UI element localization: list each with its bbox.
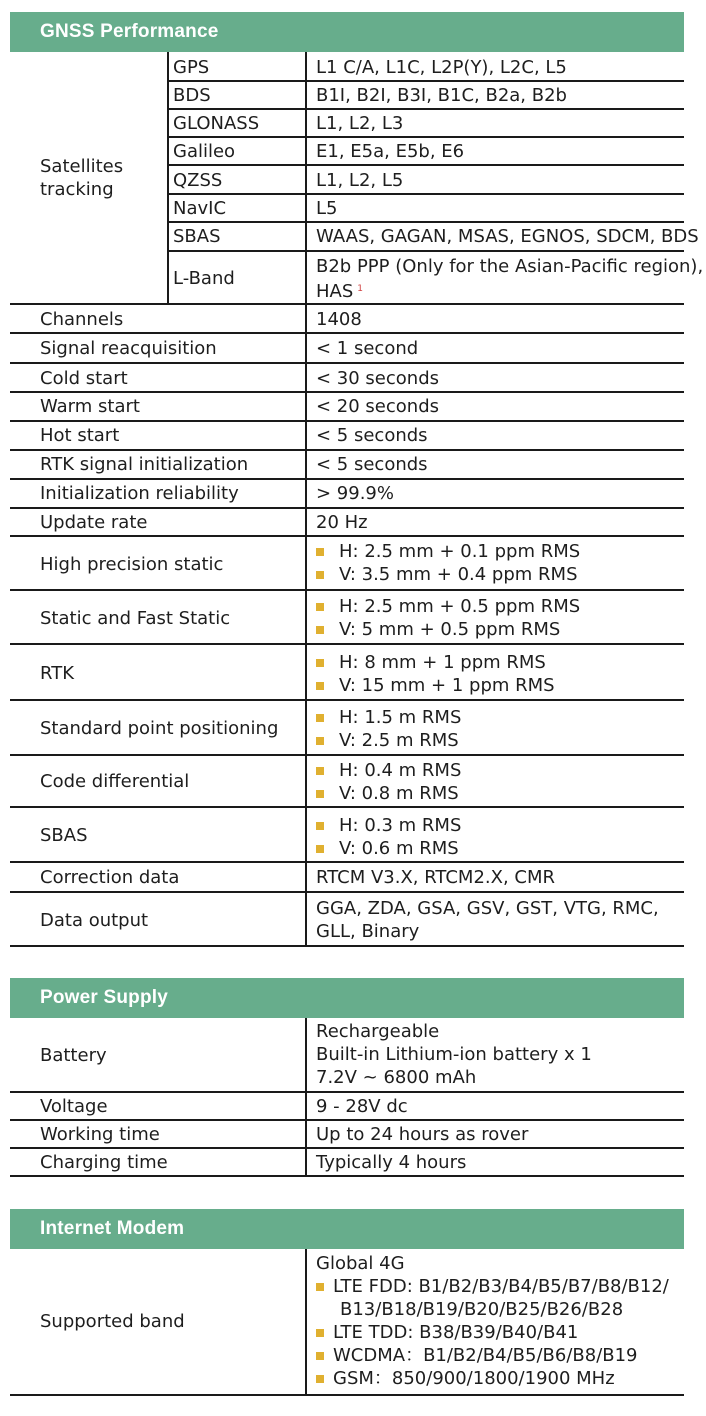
row-divider [10,362,684,364]
accuracy-label: Code differential [40,770,190,792]
constellation-gps-value: L1 C/A, L1C, L2P(Y), L2C, L5 [316,57,567,78]
bullet-icon [316,1352,324,1360]
accuracy-v-text: V: 5 mm + 0.5 ppm RMS [339,619,561,640]
accuracy-value [316,814,461,862]
accuracy-label: SBAS [40,824,88,846]
row-divider [10,891,684,893]
bullet-icon [316,845,324,853]
supported-band-value [316,1252,669,1392]
accuracy-h-text: H: 2.5 mm + 0.5 ppm RMS [339,596,581,617]
constellation-qzss: QZSS [173,170,223,191]
row-divider [10,589,684,591]
accuracy-value [316,759,461,807]
constellation-navic: NavIC [173,198,227,219]
row-divider [10,1394,684,1396]
row-divider [10,303,684,305]
satellites-divider [167,52,169,304]
constellation-lband: L-Band [173,267,235,289]
correction-data-label: Correction data [40,867,180,888]
band-item [316,1321,669,1344]
bullet-icon [316,1329,324,1337]
init-reliability-value: > 99.9% [316,482,394,504]
modem-intro: Global 4G [316,1253,405,1274]
bullet-icon [316,737,324,745]
battery-value [316,1020,592,1090]
cold-start-value: < 30 seconds [316,367,440,389]
accuracy-v-text: V: 15 mm + 1 ppm RMS [339,675,555,696]
accuracy-h [316,814,461,837]
accuracy-h-text: H: 8 mm + 1 ppm RMS [339,652,546,673]
row-divider [10,535,684,537]
charging-time-label: Charging time [40,1152,168,1173]
update-rate-label: Update rate [40,511,148,533]
data-output-value [316,897,659,945]
working-time-label: Working time [40,1124,160,1145]
supported-band-label: Supported band [40,1311,185,1332]
row-divider [10,332,684,334]
row-divider [167,80,684,82]
row-divider [10,699,684,701]
constellation-glonass-value: L1, L2, L3 [316,113,404,134]
accuracy-v-text: V: 0.6 m RMS [339,838,459,859]
bullet-icon [316,626,324,634]
gnss-section [10,0,704,950]
row-divider [167,193,684,195]
modem-header: Internet Modem [10,1209,684,1249]
bullet-icon [316,767,324,775]
battery-line: Built-in Lithium-ion battery x 1 [316,1044,592,1065]
lband-has: HAS [316,281,354,302]
row-divider [10,806,684,808]
accuracy-h [316,540,580,563]
row-divider [10,1147,684,1149]
data-output-label: Data output [40,909,149,931]
accuracy-label: Standard point positioning [40,717,279,739]
band-continuation: B13/B18/B19/B20/B25/B26/B28 [340,1299,624,1320]
accuracy-v-text: V: 0.8 m RMS [339,783,459,804]
bullet-icon [316,603,324,611]
band-item [316,1275,669,1298]
constellation-bds-value: B1I, B2I, B3I, B1C, B2a, B2b [316,85,567,106]
row-divider [10,945,684,947]
signal-reacquisition-value: < 1 second [316,337,419,359]
accuracy-h [316,759,461,782]
data-output-line2: GLL, Binary [316,921,420,942]
cold-start-label: Cold start [40,367,128,389]
band-text: GSM：850/900/1800/1900 MHz [333,1368,615,1389]
bullet-icon [316,548,324,556]
value-column-divider [305,1249,307,1395]
init-reliability-label: Initialization reliability [40,482,239,504]
accuracy-h-text: H: 0.4 m RMS [339,760,462,781]
constellation-sbas: SBAS [173,226,221,247]
voltage-value: 9 - 28V dc [316,1096,408,1117]
accuracy-v-text: V: 3.5 mm + 0.4 ppm RMS [339,564,578,585]
row-divider [10,1119,684,1121]
accuracy-v [316,563,580,586]
battery-label: Battery [40,1044,107,1066]
constellation-bds: BDS [173,85,211,106]
channels-label: Channels [40,308,124,330]
data-output-line1: GGA, ZDA, GSA, GSV, GST, VTG, RMC, [316,898,659,919]
bullet-icon [316,571,324,579]
bullet-icon [316,1375,324,1383]
row-divider [167,250,684,252]
accuracy-label: RTK [40,662,74,684]
constellation-sbas-value: WAAS, GAGAN, MSAS, EGNOS, SDCM, BDS [316,226,699,247]
band-text: LTE TDD: B38/B39/B40/B41 [333,1322,579,1343]
accuracy-h [316,706,461,729]
row-divider [167,136,684,138]
bullet-icon [316,682,324,690]
row-divider [10,643,684,645]
constellation-glonass: GLONASS [173,113,260,134]
constellation-lband-value [316,255,703,303]
accuracy-h [316,595,580,618]
signal-reacquisition-label: Signal reacquisition [40,337,217,359]
band-text: LTE FDD: B1/B2/B3/B4/B5/B7/B8/B12/ [333,1276,669,1297]
correction-data-value: RTCM V3.X, RTCM2.X, CMR [316,867,556,888]
satellites-tracking-label [40,155,160,205]
update-rate-value: 20 Hz [316,511,368,533]
bullet-icon [316,822,324,830]
accuracy-v-text: V: 2.5 m RMS [339,730,459,751]
row-divider [10,861,684,863]
constellation-navic-value: L5 [316,198,338,219]
accuracy-v [316,782,461,805]
band-item [316,1367,669,1390]
accuracy-h-text: H: 1.5 m RMS [339,707,462,728]
constellation-qzss-value: L1, L2, L5 [316,170,404,191]
accuracy-value [316,706,461,754]
value-column-divider [305,52,307,946]
band-text: WCDMA：B1/B2/B4/B5/B6/B8/B19 [333,1345,638,1366]
footnote-marker: 1 [357,284,364,294]
accuracy-v [316,618,580,641]
accuracy-value [316,540,580,588]
row-divider [167,164,684,166]
accuracy-v [316,837,461,860]
charging-time-value: Typically 4 hours [316,1152,467,1173]
bullet-icon [316,1283,324,1291]
warm-start-value: < 20 seconds [316,395,440,417]
row-divider [10,1091,684,1093]
accuracy-label: Static and Fast Static [40,607,231,629]
battery-line: Rechargeable [316,1021,440,1042]
accuracy-value [316,651,555,699]
lband-line1: B2b PPP (Only for the Asian-Pacific region), [316,256,704,277]
hot-start-value: < 5 seconds [316,424,428,446]
accuracy-v [316,729,461,752]
row-divider [10,1175,684,1177]
gnss-header: GNSS Performance [10,12,684,52]
bullet-icon [316,790,324,798]
value-column-divider [305,1018,307,1176]
power-header: Power Supply [10,978,684,1018]
accuracy-h-text: H: 2.5 mm + 0.1 ppm RMS [339,541,581,562]
bullet-icon [316,659,324,667]
hot-start-label: Hot start [40,424,120,446]
rtk-init-value: < 5 seconds [316,453,428,475]
constellation-galileo-value: E1, E5a, E5b, E6 [316,141,465,162]
channels-value: 1408 [316,308,362,330]
accuracy-v [316,674,555,697]
rtk-init-label: RTK signal initialization [40,453,249,475]
accuracy-h-text: H: 0.3 m RMS [339,815,462,836]
constellation-galileo: Galileo [173,141,236,162]
satellites-tracking-text: Satellites tracking [40,156,124,200]
battery-line: 7.2V ~ 6800 mAh [316,1067,477,1088]
accuracy-value [316,595,580,643]
lband-line2 [316,278,703,303]
constellation-gps: GPS [173,57,210,78]
row-divider [167,221,684,223]
band-item [316,1344,669,1367]
voltage-label: Voltage [40,1096,108,1117]
warm-start-label: Warm start [40,395,140,417]
accuracy-h [316,651,555,674]
row-divider [167,108,684,110]
working-time-value: Up to 24 hours as rover [316,1124,529,1145]
accuracy-label: High precision static [40,553,224,575]
bullet-icon [316,714,324,722]
